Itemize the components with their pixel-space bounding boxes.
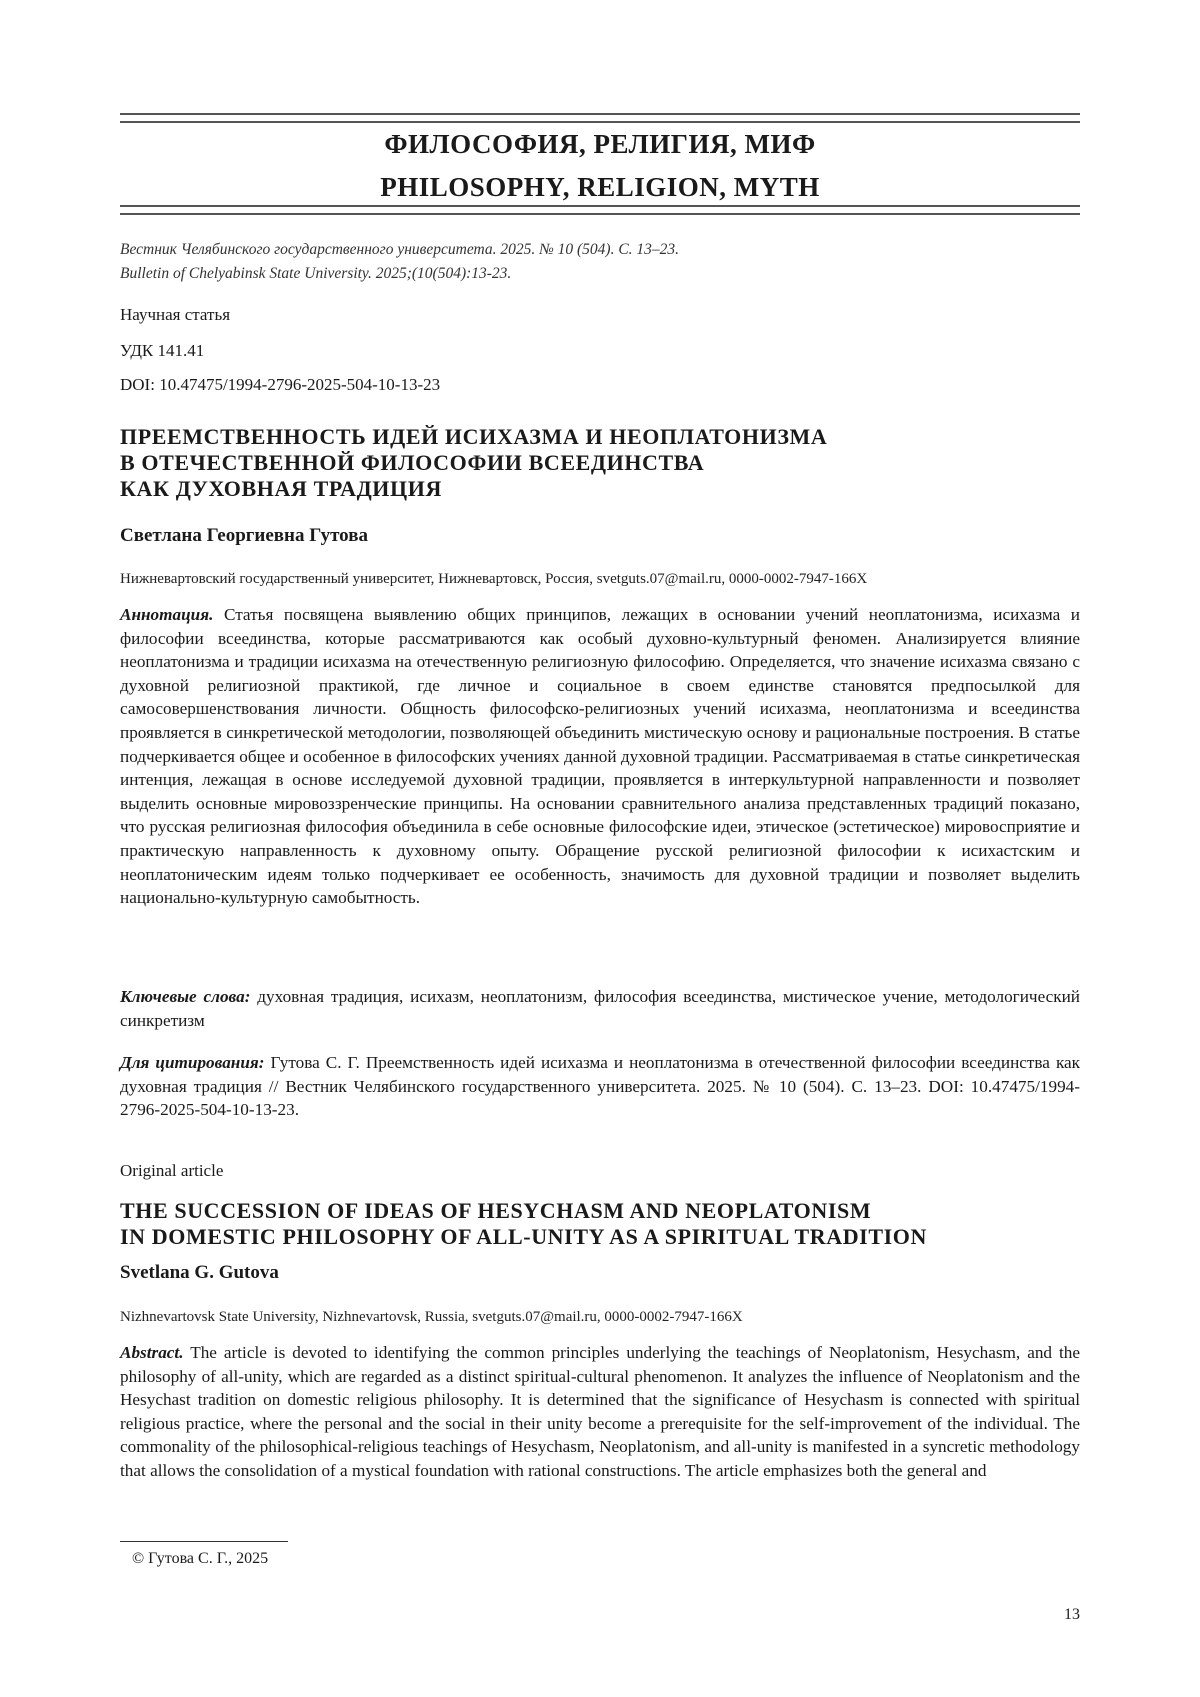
section-title-ru: ФИЛОСОФИЯ, РЕЛИГИЯ, МИФ (384, 129, 816, 159)
section-title-en: PHILOSOPHY, RELIGION, MYTH (380, 172, 820, 202)
citation-ru (120, 1051, 1080, 1122)
title-ru-line: В ОТЕЧЕСТВЕННОЙ ФИЛОСОФИИ ВСЕЕДИНСТВА (120, 450, 705, 475)
article-title-en (120, 1198, 1080, 1250)
affiliation-ru: Нижневартовский государственный университет, Нижневартовск, Россия, svetguts.07@mail.ru, 0000-0002-7947-166X (120, 571, 868, 587)
abstract-label-ru: Аннотация. (120, 605, 214, 624)
header-top-rule (120, 113, 1080, 123)
keywords-text-ru: духовная традиция, исихазм, неоплатонизм, философия всеединства, мистическое учение, методологический синкретизм (120, 987, 1081, 1030)
author-name-ru: Светлана Георгиевна Гутова (120, 525, 368, 546)
udc-code: УДК 141.41 (120, 341, 205, 360)
title-en-line: THE SUCCESSION OF IDEAS OF HESYCHASM AND NEOPLATONISM (120, 1198, 872, 1223)
keywords-label-ru: Ключевые слова: (120, 987, 251, 1006)
abstract-text-en: The article is devoted to identifying the common principles underlying the teachings of Neoplatonism, Hesychasm, and the philosophy of all-unity, which are regarded as a distinct spiritual-cultural phenomenon. It analyzes the influence of Neoplatonism and the Hesychast tradition on domestic religious philosophy. It is determined that the significance of Hesychasm is connected with spiritual religious practice, where the personal and the social in their unity become a prerequisite for the self-improvement of the individual. The commonality of the philosophical-religious teachings of Hesychasm, Neoplatonism, and all-unity is manifested in a syncretic methodology that allows the consolidation of a mystical foundation with rational constructions. The article emphasizes both the general and (120, 1343, 1080, 1480)
abstract-label-en: Abstract. (120, 1343, 184, 1362)
header-bottom-rule (120, 205, 1080, 215)
affiliation-en: Nizhnevartovsk State University, Nizhnevartovsk, Russia, svetguts.07@mail.ru, 0000-0002-7947-166X (120, 1309, 743, 1325)
journal-citation-en: Bulletin of Chelyabinsk State University. 2025;(10(504):13-23. (120, 265, 512, 282)
author-name-en: Svetlana G. Gutova (120, 1262, 279, 1283)
citation-label-ru: Для цитирования: (120, 1053, 265, 1072)
footnote-rule (120, 1541, 288, 1542)
title-en-line: IN DOMESTIC PHILOSOPHY OF ALL-UNITY AS A SPIRITUAL TRADITION (120, 1224, 927, 1249)
copyright-note: © Гутова С. Г., 2025 (132, 1550, 269, 1567)
abstract-text-ru: Статья посвящена выявлению общих принципов, лежащих в основании учений неоплатонизма, исихазма и философии всеединства, которые рассматриваются как особый духовно-культурный феномен. Анализируется влияние неоплатонизма и традиции исихазма на отечественную религиозную философию. Определяется, что значение исихазма связано с духовной религиозной практикой, где личное и социальное в своем единстве становятся предпосылкой для самосовершенствования личности. Общность философско-религиозных учений исихазма, неоплатонизма и всеединства проявляется в синкретической методологии, позволяющей объединить мистическую основу и рациональные построения. В статье подчеркивается общее и особенное в философских учениях данной духовной традиции. Рассматриваемая в статье синкретическая интенция, лежащая в основе исследуемой духовной традиции, проявляется в интеркультурной направленности и позволяет выделить основные мировоззренческие принципы. На основании сравнительного анализа представленных традиций показано, что русская религиозная философия объединила в себе основные философские идеи, этическое (эстетическое) мировосприятие и практическую направленность к духовному опыту. Обращение русской религиозной философии к исихастским и неоплатоническим идеям только подчеркивает ее особенность, значимость для духовной традиции и позволяет выделить национально-культурную самобытность. (120, 605, 1080, 908)
abstract-ru (120, 603, 1080, 910)
title-ru-line: ПРЕЕМСТВЕННОСТЬ ИДЕЙ ИСИХАЗМА И НЕОПЛАТОНИЗМА (120, 424, 828, 449)
doi: DOI: 10.47475/1994-2796-2025-504-10-13-23 (120, 375, 441, 394)
title-ru-line: КАК ДУХОВНАЯ ТРАДИЦИЯ (120, 476, 442, 501)
keywords-ru (120, 985, 1080, 1032)
article-type-en: Original article (120, 1161, 224, 1180)
journal-citation-ru: Вестник Челябинского государственного университета. 2025. № 10 (504). С. 13–23. (120, 241, 680, 258)
abstract-en (120, 1341, 1080, 1483)
article-title-ru (120, 424, 1080, 502)
article-type-ru: Научная статья (120, 305, 231, 324)
page-number: 13 (1064, 1606, 1080, 1623)
citation-text-ru: Гутова С. Г. Преемственность идей исихазма и неоплатонизма в отечественной философии всеединства как духовная традиция // Вестник Челябинского государственного университета. 2025. № 10 (504). С. 13–23. DOI: 10.47475/1994-2796-2025-504-10-13-23. (120, 1053, 1081, 1120)
